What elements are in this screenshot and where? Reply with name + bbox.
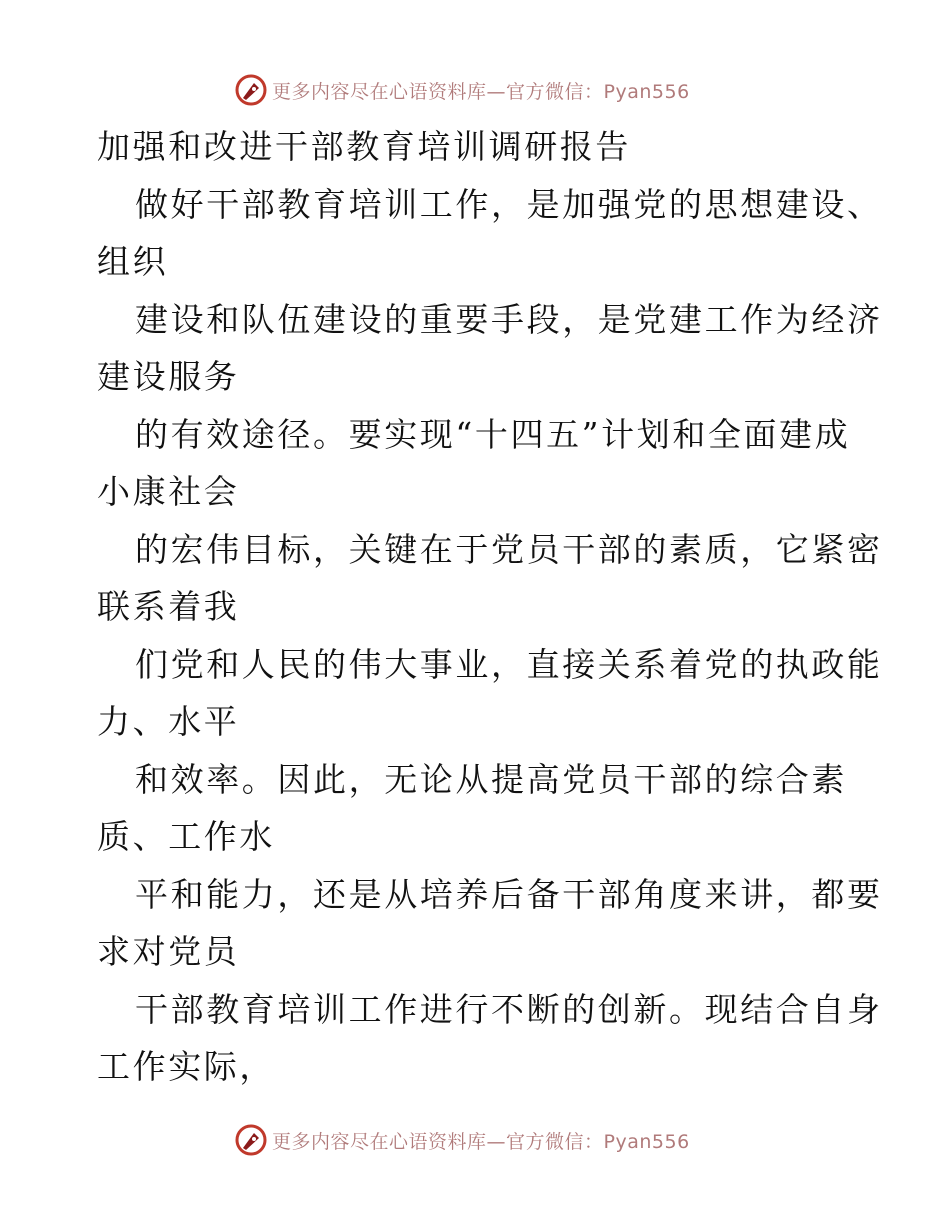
text-line: 工作实际， <box>97 1047 275 1086</box>
text-line: 干部教育培训工作进行不断的创新。现结合自身 <box>135 989 883 1029</box>
text-line: 组织 <box>97 242 169 281</box>
document-body <box>97 118 883 1096</box>
pen-nib-logo-icon <box>234 73 268 107</box>
header-banner <box>234 72 690 108</box>
text-line: 的有效途径。要实现“十四五”计划和全面建成 <box>135 414 851 454</box>
header-banner-text: 更多内容尽在心语资料库—官方微信：Pyan556 <box>272 80 690 103</box>
pen-nib-logo-icon <box>234 1123 268 1157</box>
text-line: 做好干部教育培训工作，是加强党的思想建设、 <box>135 184 883 224</box>
text-line: 们党和人民的伟大事业，直接关系着党的执政能 <box>135 644 883 684</box>
text-line: 力、水平 <box>97 702 240 741</box>
text-line: 建设和队伍建设的重要手段，是党建工作为经济 <box>135 299 883 339</box>
document-title: 加强和改进干部教育培训调研报告 <box>97 127 631 166</box>
footer-banner <box>234 1122 690 1158</box>
text-line: 联系着我 <box>97 587 240 626</box>
footer-banner-text: 更多内容尽在心语资料库—官方微信：Pyan556 <box>272 1130 690 1153</box>
text-line: 的宏伟目标，关键在于党员干部的素质，它紧密 <box>135 529 883 569</box>
text-line: 小康社会 <box>97 472 240 511</box>
text-line: 平和能力，还是从培养后备干部角度来讲，都要 <box>135 874 883 914</box>
text-line: 和效率。因此，无论从提高党员干部的综合素 <box>135 759 847 799</box>
text-line: 求对党员 <box>97 932 240 971</box>
text-line: 质、工作水 <box>97 817 275 856</box>
text-line: 建设服务 <box>97 357 240 396</box>
